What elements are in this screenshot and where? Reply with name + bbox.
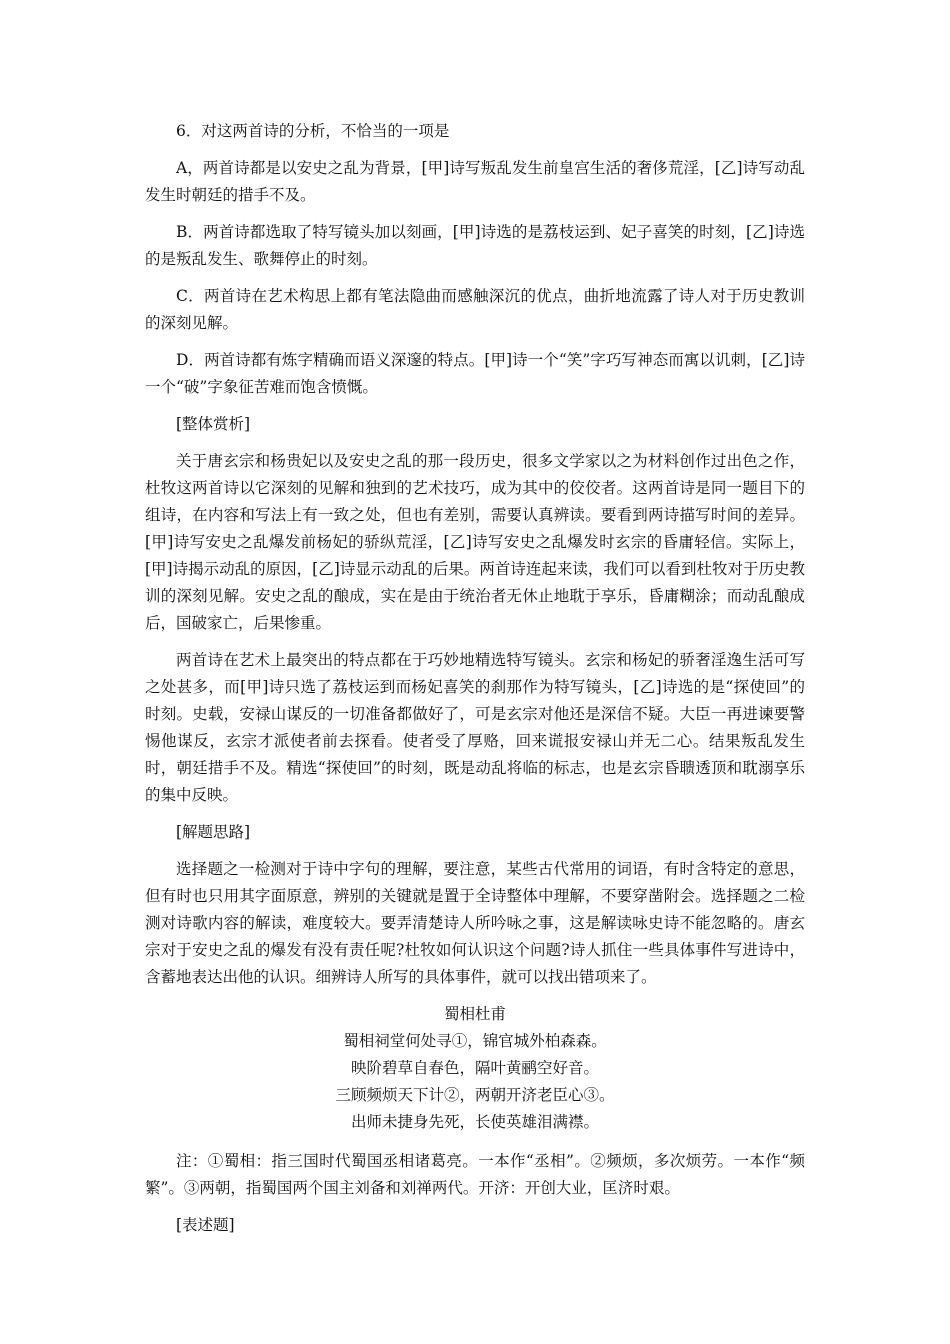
appreciation-paragraph: 关于唐玄宗和杨贵妃以及安史之乱的那一段历史，很多文学家以之为材料创作过出色之作，杜牧这两首诗以它深刻的见解和独到的艺术技巧，成为其中的佼佼者。这两首诗是同一题目下的组诗，在内容和写法上有一致之处，但也有差别，需要认真辨读。要看到两诗描写时间的差异。[甲]诗写安史之乱爆发前杨妃的骄纵荒淫，[乙]诗写安史之乱爆发时玄宗的昏庸轻信。实际上，[甲]诗揭示动乱的原因，[乙]诗显示动乱的后果。两首诗连起来读，我们可以看到杜牧对于历史教训的深刻见解。安史之乱的酿成，实在是由于统治者无休止地耽于享乐，昏庸糊涂；而动乱酿成后，国破家亡，后果惨重。 bbox=[145, 452, 805, 632]
approach-paragraph: 选择题之一检测对于诗中字句的理解，要注意，某些古代常用的词语，有时含特定的意思，但有时也只用其字面原意，辨别的关键就是置于全诗整体中理解，不要穿凿附会。选择题之二检测对诗歌内容的解读，难度较大。要弄清楚诗人所吟咏之事，这是解读咏史诗不能忽略的。唐玄宗对于安史之乱的爆发有没有责任呢?杜牧如何认识这个问题?诗人抓住一些具体事件写进诗中，含蓄地表达出他的认识。细辨诗人所写的具体事件，就可以找出错项来了。 bbox=[145, 860, 805, 986]
poem bbox=[145, 1001, 805, 1136]
option-a: A，两首诗都是以安史之乱为背景，[甲]诗写叛乱发生前皇宫生活的奢侈荒淫，[乙]诗写动乱发生时朝廷的措手不及。 bbox=[145, 159, 805, 204]
section-label-expression: [表述题] bbox=[176, 1216, 235, 1234]
poem-line: 出师未捷身先死，长使英雄泪满襟。 bbox=[350, 1113, 599, 1131]
appreciation-paragraph: 两首诗在艺术上最突出的特点都在于巧妙地精选特写镜头。玄宗和杨妃的骄奢淫逸生活可写之处甚多，而[甲]诗只选了荔枝运到而杨妃喜笑的刹那作为特写镜头，[乙]诗选的是“探使回”的时刻。史载，安禄山谋反的一切准备都做好了，可是玄宗对他还是深信不疑。大臣一再进谏要警惕他谋反，玄宗才派使者前去探看。使者受了厚赂，回来谎报安禄山并无二心。结果叛乱发生时，朝廷措手不及。精选“探使回”的时刻，既是动乱将临的标志，也是玄宗昏聩透顶和耽溺享乐的集中反映。 bbox=[145, 651, 805, 804]
question-stem: 6．对这两首诗的分析，不恰当的一项是 bbox=[176, 122, 450, 140]
poem-notes: 注：①蜀相：指三国时代蜀国丞相诸葛亮。一本作“丞相”。②频烦，多次烦劳。一本作“频繁”。③两朝，指蜀国两个国主刘备和刘禅两代。开济：开创大业，匡济时艰。 bbox=[145, 1152, 805, 1197]
poem-line: 蜀相祠堂何处寻①，锦官城外柏森森。 bbox=[343, 1032, 607, 1050]
option-d: D．两首诗都有炼字精确而语义深邃的特点。[甲]诗一个“笑”字巧写神态而寓以讥刺，[乙]诗一个“破”字象征苦难而饱含愤慨。 bbox=[145, 351, 805, 396]
option-c: C．两首诗在艺术构思上都有笔法隐曲而感触深沉的优点，曲折地流露了诗人对于历史教训的深刻见解。 bbox=[145, 287, 805, 332]
option-b: B．两首诗都选取了特写镜头加以刻画，[甲]诗选的是荔枝运到、妃子喜笑的时刻，[乙]诗选的是叛乱发生、歌舞停止的时刻。 bbox=[145, 223, 805, 268]
section-label-approach: [解题思路] bbox=[176, 823, 251, 841]
section-label-appreciation: [整体赏析] bbox=[176, 415, 251, 433]
poem-line: 三顾频烦天下计②，两朝开济老臣心③。 bbox=[335, 1086, 615, 1104]
poem-title: 蜀相杜甫 bbox=[443, 1005, 506, 1023]
document-content bbox=[145, 118, 805, 1249]
poem-line: 映阶碧草自春色，隔叶黄鹂空好音。 bbox=[350, 1059, 599, 1077]
